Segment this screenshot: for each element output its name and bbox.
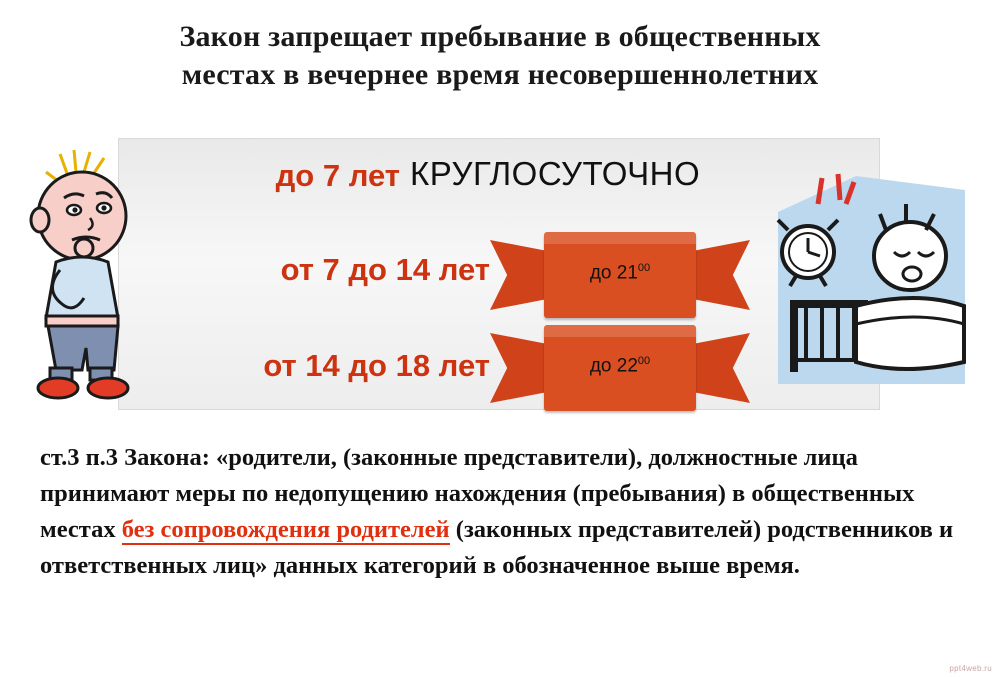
page-title — [60, 18, 940, 94]
legal-text-part2: (законных представителей) родственников и ответственных лиц» данных категорий в обозначенное выше время. — [40, 516, 954, 579]
time-value-row-3: до 22 — [589, 355, 638, 377]
ribbon-plate — [544, 232, 696, 318]
time-value-row-2: до 21 — [589, 262, 638, 284]
time-label-row-1: КРУГЛОСУТОЧНО — [410, 155, 701, 192]
age-label-row-3: от 14 до 18 лет — [263, 348, 490, 383]
time-ribbon-row-3 — [490, 325, 750, 411]
age-label-row-1: до 7 лет — [275, 158, 400, 193]
legal-highlight: без сопровождения родителей — [121, 516, 450, 543]
ribbon-plate-text — [544, 262, 696, 284]
ribbon-plate-text — [544, 355, 696, 377]
sleeping-child-icon — [760, 160, 975, 410]
title-line-2: местах в вечернее время несовершеннолетних — [181, 58, 819, 91]
time-ribbon-row-2 — [490, 232, 750, 318]
ribbon-plate — [544, 325, 696, 411]
time-sup-row-2: 00 — [637, 262, 651, 274]
legal-paragraph — [40, 440, 965, 584]
time-sup-row-3: 00 — [637, 355, 651, 367]
legal-text-part1: ст.3 п.3 Закона: «родители, (законные представители), должностные лица принимают меры по недопущению нахождения (пребывания) в общественных местах — [40, 444, 915, 543]
age-label-row-2: от 7 до 14 лет — [280, 252, 490, 287]
watermark: ppt4web.ru — [949, 664, 992, 673]
title-line-1: Закон запрещает пребывание в общественных — [179, 20, 821, 53]
